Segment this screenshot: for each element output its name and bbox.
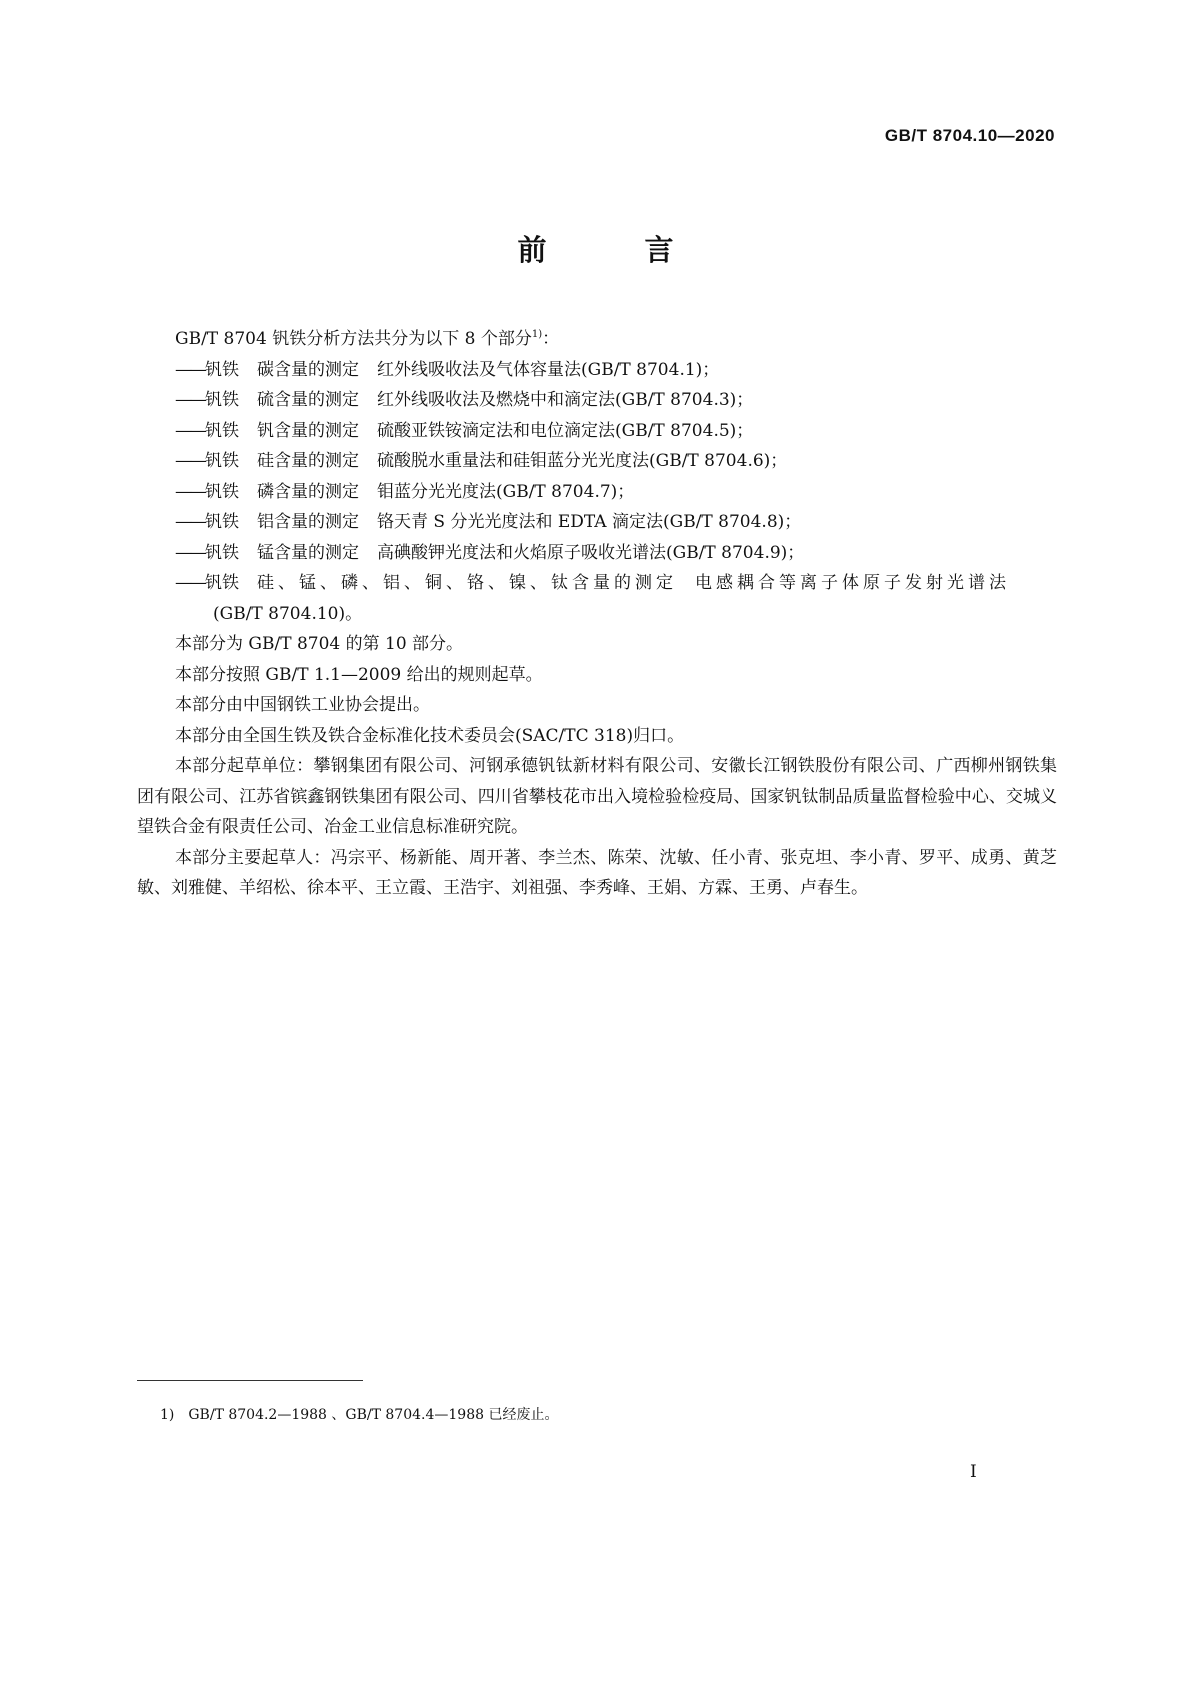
footnote-reference: 1)	[531, 329, 543, 340]
intro-line	[137, 324, 1057, 355]
footnote-marker: 1)	[160, 1407, 175, 1423]
list-item: ——钒铁 铝含量的测定 铬天青 S 分光光度法和 EDTA 滴定法(GB/T 8704.8)；	[175, 512, 802, 532]
paragraph: 本部分由全国生铁及铁合金标准化技术委员会(SAC/TC 318)归口。	[175, 725, 685, 746]
list-item: ——钒铁 硅、锰、磷、铝、铜、铬、镍、钛含量的测定 电感耦合等离子体原子发射光谱法 (GB/T 8704.10)。	[175, 573, 1010, 624]
paragraph: 本部分由中国钢铁工业协会提出。	[175, 695, 430, 715]
list-item: ——钒铁 硅含量的测定 硫酸脱水重量法和硅钼蓝分光光度法(GB/T 8704.6)；	[175, 451, 788, 471]
paragraph: 本部分按照 GB/T 1.1—2009 给出的规则起草。	[175, 664, 543, 685]
parts-list	[137, 355, 1057, 630]
intro-suffix: ：	[542, 329, 560, 349]
standard-code: GB/T 8704.10—2020	[884, 126, 1055, 145]
list-item: ——钒铁 磷含量的测定 钼蓝分光光度法(GB/T 8704.7)；	[175, 481, 635, 502]
drafters-paragraph: 本部分主要起草人：冯宗平、杨新能、周开著、李兰杰、陈荣、沈敏、任小青、张克坦、李小青、罗平、成勇、黄芝敏、刘雅健、羊绍松、徐本平、王立霞、王浩宇、刘祖强、李秀峰、王娟、方霖、王勇、卢春生。	[137, 847, 1057, 898]
document-body	[137, 324, 1057, 904]
intro-text: GB/T 8704 钒铁分析方法共分为以下 8 个部分	[175, 329, 532, 349]
paragraph: 本部分为 GB/T 8704 的第 10 部分。	[175, 634, 464, 654]
list-item: ——钒铁 硫含量的测定 红外线吸收法及燃烧中和滴定法(GB/T 8704.3)；	[175, 390, 754, 410]
page-title: 前 言	[517, 233, 718, 267]
list-item: ——钒铁 钒含量的测定 硫酸亚铁铵滴定法和电位滴定法(GB/T 8704.5)；	[175, 420, 754, 441]
footnote-text: GB/T 8704.2—1988 、GB/T 8704.4—1988 已经废止。	[188, 1407, 559, 1423]
list-item: ——钒铁 碳含量的测定 红外线吸收法及气体容量法(GB/T 8704.1)；	[175, 359, 720, 380]
page-number: I	[970, 1462, 977, 1482]
list-item: ——钒铁 锰含量的测定 高碘酸钾光度法和火焰原子吸收光谱法(GB/T 8704.9)；	[175, 542, 805, 563]
drafting-units-paragraph: 本部分起草单位：攀钢集团有限公司、河钢承德钒钛新材料有限公司、安徽长江钢铁股份有限公司、广西柳州钢铁集团有限公司、江苏省镔鑫钢铁集团有限公司、四川省攀枝花市出入境检验检疫局、国家钒钛制品质量监督检验中心、交城义望铁合金有限责任公司、冶金工业信息标准研究院。	[137, 756, 1057, 837]
footnote	[160, 1404, 572, 1424]
footnote-divider	[137, 1380, 363, 1381]
